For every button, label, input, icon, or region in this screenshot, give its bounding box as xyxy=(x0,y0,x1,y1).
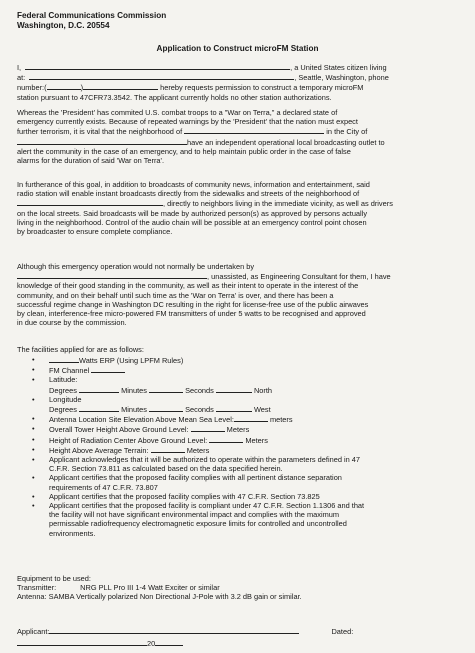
list-item: • Height Above Average Terrain: Meters xyxy=(32,445,462,455)
broadcast-paragraph: In furtherance of this goal, in addition to broadcasts of community news, information and entertainment, said radio station will enable instant broadcasts directly from the sidewalks and streets of the neighborhood of , directly to neighbors living in the immediate vicinity, as well as drivers on the local streets. Said broadcasts will be made by authorized person(s) as approved by persons actually living in the neighborhood. Control of the audio chain will be possible at an emergency control point chosen by broadcaster to ensure complete compliance. xyxy=(17,180,393,237)
watts-field[interactable] xyxy=(49,355,79,363)
consultant-paragraph: Although this emergency operation would not normally be undertaken by , unassisted, as Engineering Consultant for them, I have knowledge of their good standing in the community, as well as their intent to operate in the interest of the community, and on their behalf until such time as the 'War on Terra' is over, and there has been a successful regime change in Washington DC resulting in the right for license-free use of the public airwaves by clean, interference-free micro-powered FM transmitters of under 5 watts to be recognised and approved in due course by the commission. xyxy=(17,262,391,328)
elevation-field[interactable] xyxy=(234,414,268,422)
lon-minutes-field[interactable] xyxy=(149,404,183,412)
list-item: • Applicant acknowledges that it will be authorized to operate within the parameters defined in 47 C.F.R. Section 73.811 as calculated based on the data specified herein. xyxy=(32,455,462,473)
date-day-field[interactable] xyxy=(17,638,147,646)
applicant-address-field[interactable] xyxy=(29,72,294,80)
date-year-field[interactable] xyxy=(155,638,183,646)
list-item: • Watts ERP (Using LPFM Rules) xyxy=(32,355,462,365)
list-item: • Applicant certifies that the proposed facility is compliant under 47 C.F.R. Section 1.1306 and that the facility will not have significant environmental impact and complies with the maximum permissable radiofrequency electromagnetic exposure limits for controlled and uncontrolled environments. xyxy=(32,501,462,538)
lat-degrees-field[interactable] xyxy=(79,385,119,393)
broadcast-neighborhood-field[interactable] xyxy=(17,198,163,206)
signature-section xyxy=(17,626,462,648)
lat-minutes-field[interactable] xyxy=(149,385,183,393)
longitude-row: Degrees Minutes Seconds West xyxy=(49,405,271,415)
neighborhood-field[interactable] xyxy=(184,126,324,134)
list-item: • Overall Tower Height Above Ground Level: Meters xyxy=(32,424,462,434)
phone-number-field[interactable] xyxy=(83,82,158,90)
list-item: • Longitude xyxy=(32,395,462,404)
lon-seconds-field[interactable] xyxy=(216,404,252,412)
dated-label: Dated: xyxy=(331,627,354,636)
antenna-line: Antenna: SAMBA Vertically polarized Non Directional J-Pole with 3.2 dB gain or similar. xyxy=(17,592,302,602)
radiation-height-field[interactable] xyxy=(209,435,243,443)
latitude-row: Degrees Minutes Seconds North xyxy=(49,385,273,395)
document-title: Application to Construct microFM Station xyxy=(156,44,319,53)
list-item: • Applicant certifies that the proposed facility complies with all pertinent distance separation requirements of 47 C.F.R. 73.807 xyxy=(32,473,462,491)
letterhead xyxy=(17,11,166,31)
facilities-list xyxy=(32,355,462,538)
channel-field[interactable] xyxy=(91,365,125,373)
list-item: • Height of Radiation Center Above Ground Level: Meters xyxy=(32,435,462,445)
haat-field[interactable] xyxy=(151,445,185,453)
applicant-signature-field[interactable] xyxy=(49,626,299,634)
agency-name: Federal Communications Commission xyxy=(17,11,167,20)
list-item: • Applicant certifies that the proposed facility complies with 47 C.F.R. Section 73.825 xyxy=(32,492,462,501)
list-item: • Latitude: xyxy=(32,375,462,384)
phone-area-code-field[interactable] xyxy=(47,82,81,90)
emergency-paragraph: Whereas the 'President' has commited U.S. combat troops to a "War on Terra," a declared state of emergency currently exists. Because of repeated warnings by the 'President' that the nation must expect further terrorism, it is vital that the neighborhood of in the City of have an independent operational local broadcasting outlet to alert the community in the case of an emergency, and to help maintain public order in the case of false alarms for the duration of said 'War on Terra'. xyxy=(17,108,385,166)
list-item: • Antenna Location Site Elevation Above Mean Sea Level: meters xyxy=(32,414,462,424)
equipment-heading: Equipment to be used: xyxy=(17,574,91,583)
applicant-name-field[interactable] xyxy=(25,62,290,70)
equipment-section xyxy=(17,574,462,602)
year-prefix: 20 xyxy=(147,639,156,649)
city-field[interactable] xyxy=(17,137,187,145)
agency-address: Washington, D.C. 20554 xyxy=(17,21,110,30)
lat-seconds-field[interactable] xyxy=(216,385,252,393)
applicant-label: Applicant: xyxy=(17,627,50,636)
operator-name-field[interactable] xyxy=(17,271,207,279)
transmitter-value: NRG PLL Pro III 1-4 Watt Exciter or similar xyxy=(80,583,220,593)
facilities-heading: The facilities applied for are as follows: xyxy=(17,345,144,354)
tower-height-field[interactable] xyxy=(191,424,225,432)
list-item: • FM Channel xyxy=(32,365,462,375)
lon-degrees-field[interactable] xyxy=(79,404,119,412)
applicant-paragraph: I, , a United States citizen living at: , Seattle, Washington, phone number:( ) hereby requests permission to construct a temporary microFM station pursuant to 47CFR73.3542. The applicant currently holds no other station authorizations. xyxy=(17,63,389,102)
transmitter-label: Transmitter: xyxy=(17,583,57,593)
